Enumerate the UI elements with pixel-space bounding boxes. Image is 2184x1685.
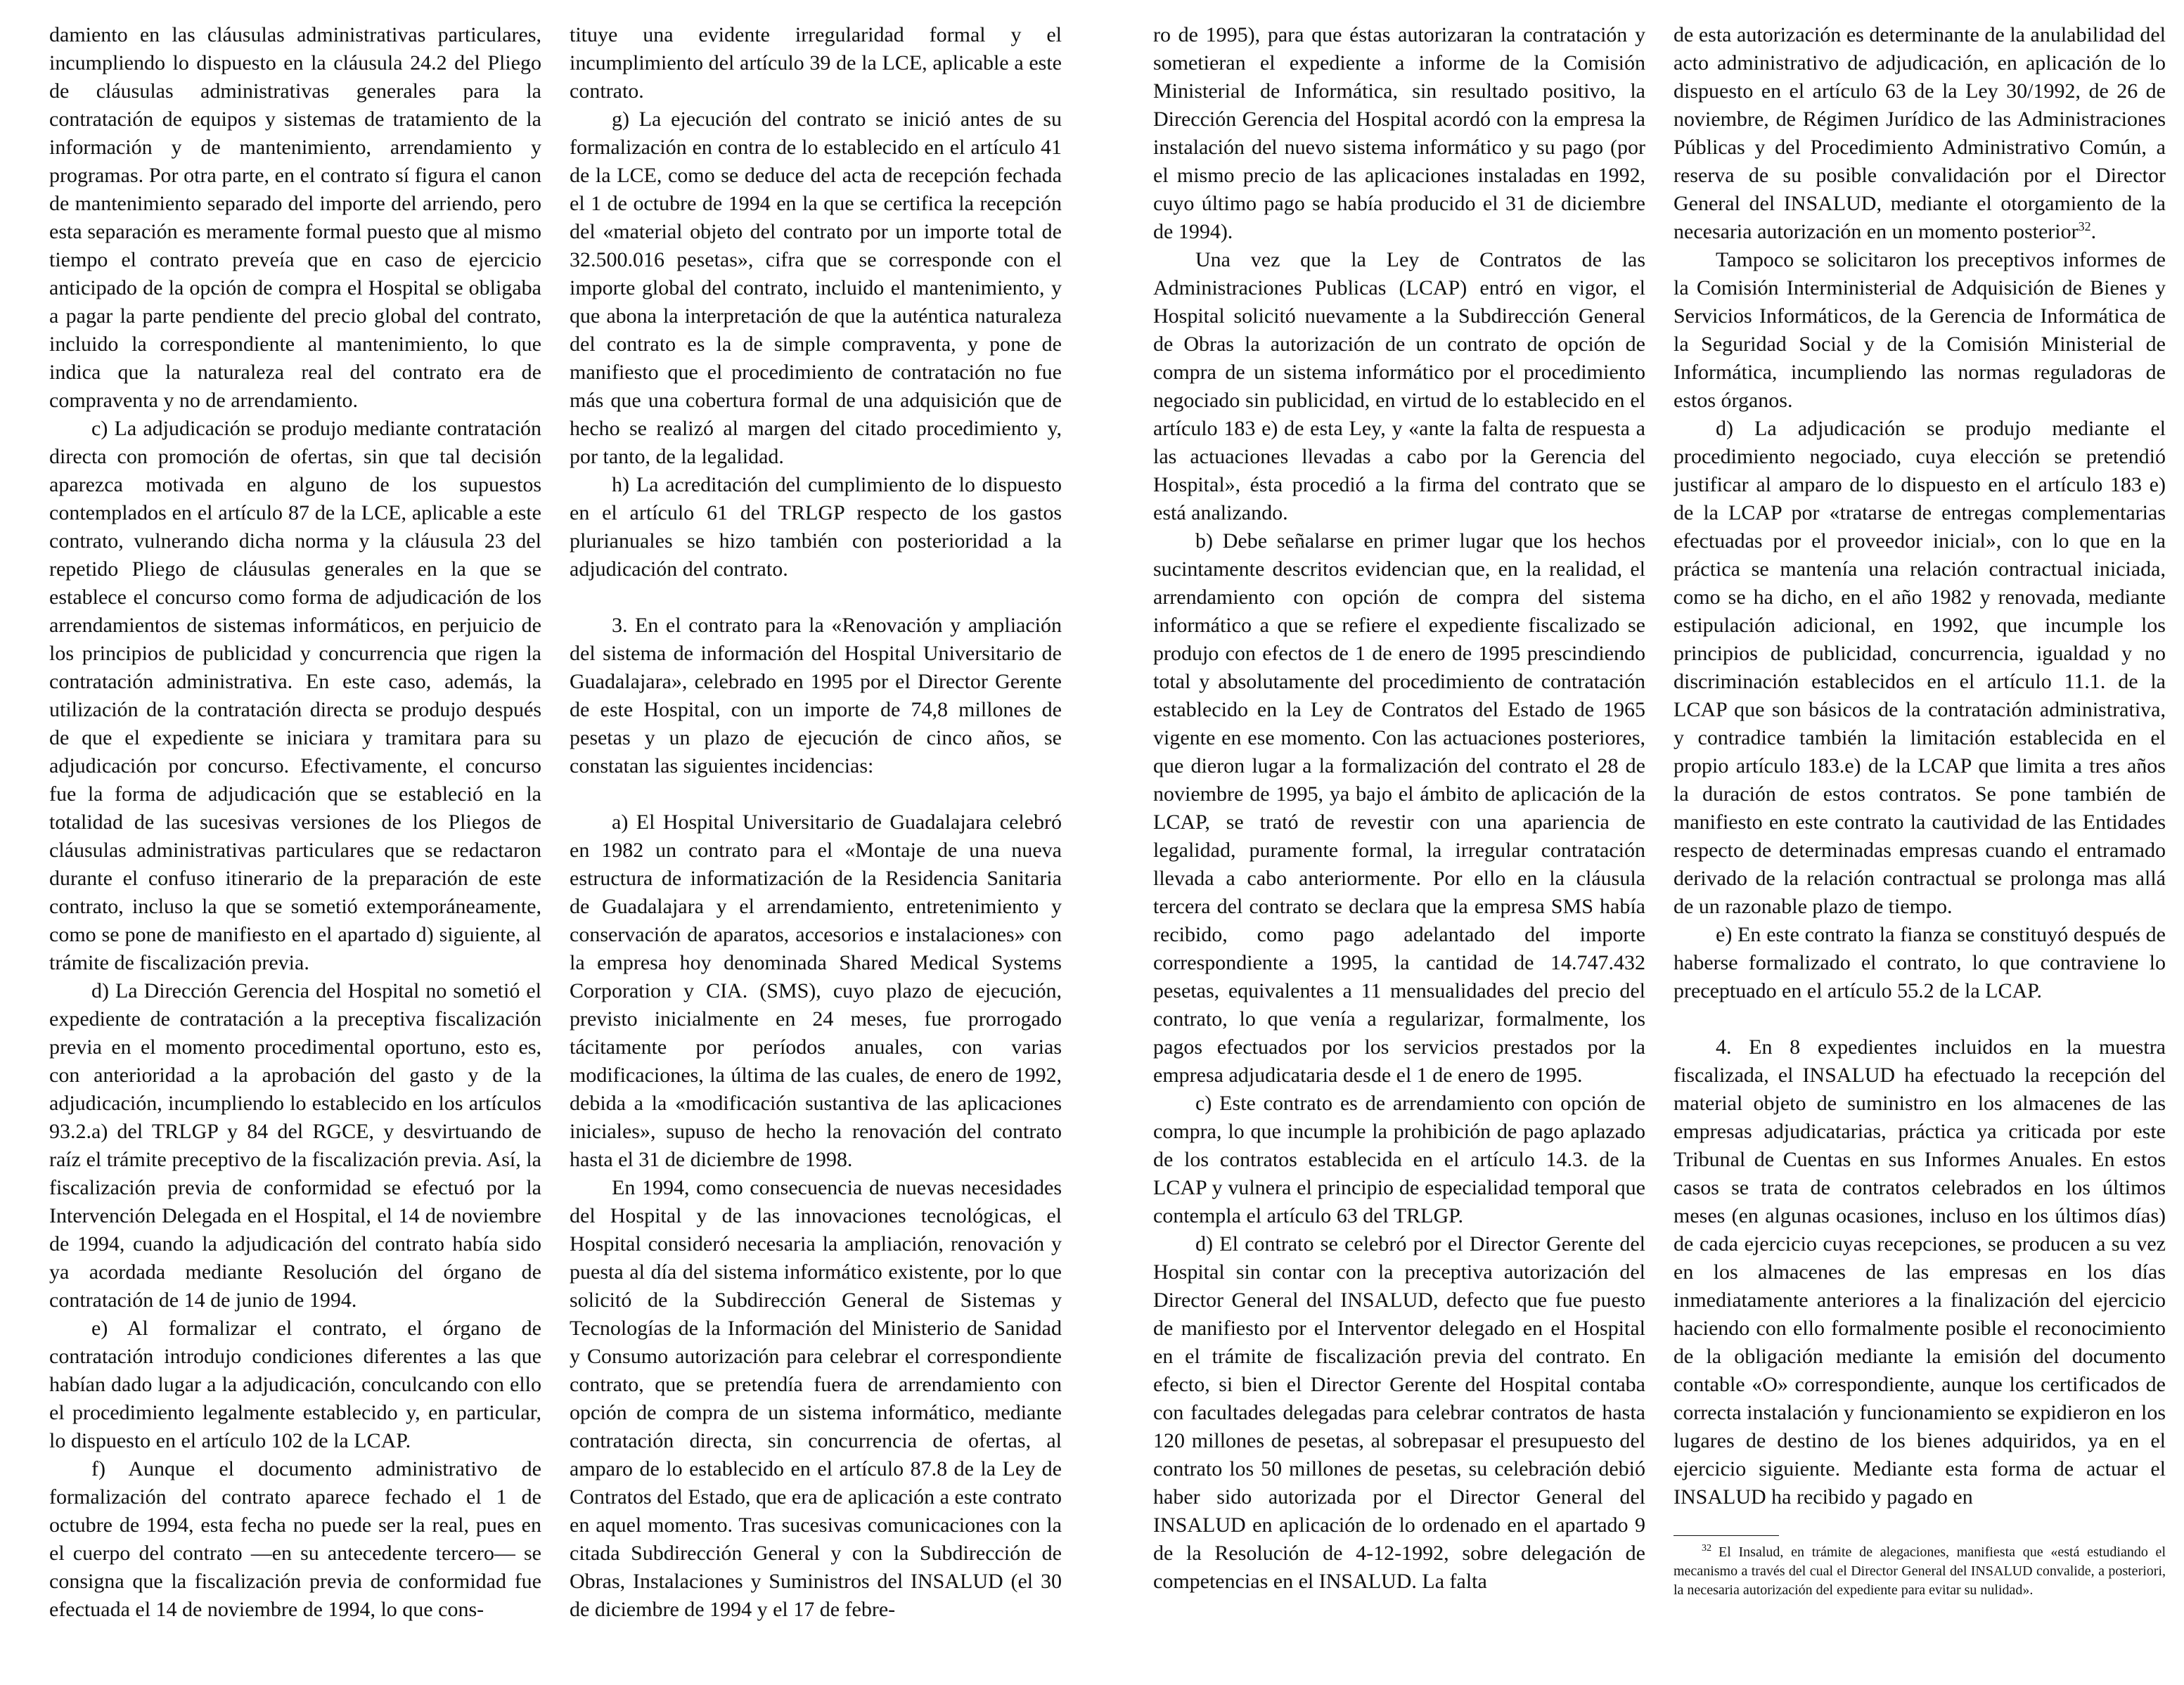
paragraph: En 1994, como consecuencia de nuevas necesidades del Hospital y de las innovaciones tecnológicas, el Hospital consideró necesaria la ampliación, renovación y puesta al día del sistema informático existente, por lo que solicitó de la Subdirección General de Sistemas y Tecnologías de la Información del Ministerio de Sanidad y Consumo autorización para celebrar el correspondiente contrato, que se pretendía fuera de arrendamiento con opción de compra de un sistema informático, mediante contratación directa, sin concurrencia de ofertas, al amparo de lo establecido en el artículo 87.8 de la Ley de Contratos del Estado, que era de aplicación a este contrato en aquel momento. Tras sucesivas comunicaciones con la citada Subdirección General y con la Subdirección de Obras, Instalaciones y Suministros del INSALUD (el 30 de diciembre de 1994 y el 17 de febre- (570, 1176, 1062, 1621)
paragraph: de esta autorización es determinante de la anulabilidad del acto administrativo de adjudicación, en aplicación de lo dispuesto en el artículo 63 de la Ley 30/1992, de 26 de noviembre, de Régimen Jurídico de las Administraciones Públicas y del Procedimiento Administrativo Común, a reserva de su posible convalidación por el Director General del INSALUD, mediante el otorgamiento de la necesaria autorización en un momento posterior$^{32}$. (1674, 23, 2166, 243)
paragraph: Una vez que la Ley de Contratos de las Administraciones Publicas (LCAP) entró en vigor, el Hospital solicitó nuevamente a la Subdirección General de Obras la autorización de un contrato de opción de compra de un sistema informático por el procedimiento negociado sin publicidad, en virtud de lo establecido en el artículo 183 e) de esta Ley, y «ante la falta de respuesta a las actuaciones llevadas a cabo por la Gerencia del Hospital», ésta procedió a la firma del contrato que se está analizando. (1153, 248, 1645, 524)
paragraph: h) La acreditación del cumplimiento de lo dispuesto en el artículo 61 del TRLGP respecto de los gastos plurianuales se hizo también con posterioridad a la adjudicación del contrato. (570, 473, 1062, 581)
paragraph: d) La adjudicación se produjo mediante el procedimiento negociado, cuya elección se pretendió justificar al amparo de lo dispuesto en el artículo 183 e) de la LCAP por «tratarse de entregas complementarias efectuadas por el proveedor inicial», con lo que en la práctica se mantenía una relación contractual iniciada, como se ha dicho, en el año 1982 y renovada, mediante estipulación adicional, en 1992, que incumple los principios de publicidad, concurrencia, igualdad y no discriminación establecidos en el artículo 11.1. de la LCAP que son básicos de la contratación administrativa, y contradice también la limitación establecida en el propio artículo 183.e) de la LCAP que limita a tres años la duración de estos contratos. Se pone también de manifiesto en este contrato la cautividad de las Entidades respecto de determinadas empresas cuando el entramado derivado de la relación contractual se prolonga mas allá de un razonable plazo de tiempo. (1674, 417, 2166, 918)
paragraph-text: de esta autorización es determinante de la anulabilidad del acto administrativo de adjudicación, en aplicación de lo dispuesto en el artículo 63 de la Ley 30/1992, de 26 de noviembre, de Régimen Jurídico de las Administraciones Públicas y del Procedimiento Administrativo Común, a reserva de su posible convalidación por el Director General del INSALUD, mediante el otorgamiento de la necesaria autorización en un momento posterior (1674, 23, 2166, 243)
paragraph: f) Aunque el documento administrativo de formalización del contrato aparece fechado el 1 de octubre de 1994, esta fecha no puede ser la real, pues en el cuerpo del contrato —en su antecedente tercero— se consigna que la fiscalización previa de conformidad fue efectuada el 14 de noviembre de 1994, lo que cons- (49, 1457, 541, 1621)
paragraph: e) Al formalizar el contrato, el órgano de contratación introdujo condiciones diferentes a las que habían dado lugar a la adjudicación, conculcando con ello el procedimiento legalmente establecido y, en particular, lo dispuesto en el artículo 102 de la LCAP. (49, 1317, 541, 1452)
left-page (49, 21, 1062, 1666)
paragraph: e) En este contrato la fianza se constituyó después de haberse formalizado el contrato, lo que contraviene lo preceptuado en el artículo 55.2 de la LCAP. (1674, 923, 2166, 1002)
paragraph: ro de 1995), para que éstas autorizaran la contratación y sometieran el expediente a informe de la Comisión Ministerial de Informática, sin resultado positivo, la Dirección Gerencia del Hospital acordó con la empresa la instalación del nuevo sistema informático y su pago (por el mismo precio de las aplicaciones instaladas en 1992, cuyo último pago se había producido el 31 de diciembre de 1994). (1153, 23, 1645, 243)
right-page-column-1 (1153, 21, 1645, 1666)
footnote-divider (1674, 1535, 1779, 1536)
footnote-reference[interactable]: 32 (2078, 219, 2091, 233)
paragraph: a) El Hospital Universitario de Guadalajara celebró en 1982 un contrato para el «Montaje de una nueva estructura de informatización de la Residencia Sanitaria de Guadalajara y el arrendamiento, entretenimiento y conservación de aparatos, accesorios e instalaciones» con la empresa hoy denominada Shared Medical Systems Corporation y CIA. (SMS), cuyo plazo de ejecución, previsto inicialmente en 24 meses, fue prorrogado tácitamente por períodos anuales, con varias modificaciones, la última de las cuales, de enero de 1992, debida a la «modificación sustantiva de las aplicaciones iniciales», supuso de hecho la renovación del contrato hasta el 31 de diciembre de 1998. (570, 811, 1062, 1171)
paragraph: tituye una evidente irregularidad formal y el incumplimiento del artículo 39 de la LCE, aplicable a este contrato. (570, 23, 1062, 103)
left-page-column-1 (49, 21, 541, 1666)
footnote-text: El Insalud, en trámite de alegaciones, manifiesta que «está estudiando el mecanismo a través del cual el Director General del INSALUD convalide, a posteriori, la necesaria autorización del expediente para evitar su nulidad». (1674, 1544, 2166, 1598)
right-page-column-2 (1674, 21, 2166, 1666)
footnote-number: 32 (1702, 1543, 1711, 1554)
paragraph: c) Este contrato es de arrendamiento con opción de compra, lo que incumple la prohibición de pago aplazado de los contratos establecida en el artículo 14.3. de la LCAP y vulnera el principio de especialidad temporal que contempla el artículo 63 del TRLGP. (1153, 1092, 1645, 1227)
paragraph: Tampoco se solicitaron los preceptivos informes de la Comisión Interministerial de Adquisición de Bienes y Servicios Informáticos, de la Gerencia de Informática de la Seguridad Social y de la Comisión Ministerial de Informática, incumpliendo las normas reguladoras de estos órganos. (1674, 248, 2166, 412)
paragraph: d) La Dirección Gerencia del Hospital no sometió el expediente de contratación a la preceptiva fiscalización previa en el momento procedimental oportuno, esto es, con anterioridad a la aprobación del gasto y de la adjudicación, incumpliendo lo establecido en los artículos 93.2.a) del TRLGP y 84 del RGCE, y desvirtuando de raíz el trámite preceptivo de la fiscalización previa. Así, la fiscalización previa de conformidad se efectuó por la Intervención Delegada en el Hospital, el 14 de noviembre de 1994, cuando la adjudicación del contrato había sido ya acordada mediante Resolución del órgano de contratación de 14 de junio de 1994. (49, 979, 541, 1312)
footnote (1674, 1543, 2166, 1600)
paragraph: b) Debe señalarse en primer lugar que los hechos sucintamente descritos evidencian que, en la realidad, el arrendamiento con opción de compra del sistema informático a que se refiere el expediente fiscalizado se produjo con efectos de 1 de enero de 1995 prescindiendo total y absolutamente del procedimiento de contratación establecido en la Ley de Contratos del Estado de 1965 vigente en ese momento. Con las actuaciones posteriores, que dieron lugar a la formalización del contrato el 28 de noviembre de 1995, ya bajo el ámbito de aplicación de la LCAP, se trató de revestir con una apariencia de legalidad, puramente formal, la irregular contratación llevada a cabo anteriormente. Por ello en la cláusula tercera del contrato se declara que la empresa SMS había recibido, como pago adelantado del importe correspondiente a 1995, la cantidad de 14.747.432 pesetas, equivalentes a 11 mensualidades del precio del contrato, lo que venía a regularizar, formalmente, los pagos efectuados por los servicios prestados por la empresa adjudicataria desde el 1 de enero de 1995. (1153, 529, 1645, 1087)
section-paragraph: 4. En 8 expedientes incluidos en la muestra fiscalizada, el INSALUD ha efectuado la recepción del material objeto de suministro en los almacenes de las empresas adjudicatarias, práctica ya criticada por este Tribunal de Cuentas en sus Informes Anuales. En estos casos se trata de contratos celebrados en los últimos meses (en algunas ocasiones, incluso en los últimos días) de cada ejercicio cuyas recepciones, se producen a su vez en los almacenes de las empresas en los días inmediatamente anteriores a la finalización del ejercicio haciendo con ello formalmente posible el reconocimiento de la obligación mediante la emisión del documento contable «O» correspondiente, aunque los certificados de correcta instalación y funcionamiento se expidieron en los lugares de destino de los bienes adquiridos, ya en el ejercicio siguiente. Mediante esta forma de actuar el INSALUD ha recibido y pagado en (1674, 1035, 2166, 1509)
section-paragraph: 3. En el contrato para la «Renovación y ampliación del sistema de información del Hospital Universitario de Guadalajara», celebrado en 1995 por el Director Gerente de este Hospital, con un importe de 74,8 millones de pesetas y un plazo de ejecución de cinco años, se constatan las siguientes incidencias: (570, 614, 1062, 777)
paragraph: g) La ejecución del contrato se inició antes de su formalización en contra de lo establecido en el artículo 41 de la LCE, como se deduce del acta de recepción fechada el 1 de octubre de 1994 en la que se certifica la recepción del «material objeto del contrato por un importe total de 32.500.016 pesetas», cifra que se corresponde con el importe global del contrato, incluido el mantenimiento, y que abona la interpretación de que la auténtica naturaleza del contrato es la de simple compraventa, y pone de manifiesto que el procedimiento de contratación no fue más que una cobertura formal de una adquisición que de hecho se realizó al margen del citado procedimiento y, por tanto, de la legalidad. (570, 108, 1062, 468)
paragraph: c) La adjudicación se produjo mediante contratación directa con promoción de ofertas, sin que tal decisión aparezca motivada en alguno de los supuestos contemplados en el artículo 87 de la LCE, aplicable a este contrato, vulnerando dicha norma y la cláusula 23 del repetido Pliego de cláusulas generales en la que se establece el concurso como forma de adjudicación de los arrendamientos de sistemas informáticos, en perjuicio de los principios de publicidad y concurrencia que rigen la contratación administrativa. En este caso, además, la utilización de la contratación directa se produjo después de que el expediente se iniciara y tramitara para su adjudicación por concurso. Efectivamente, el concurso fue la forma de adjudicación que se estableció en la totalidad de las sucesivas versiones de los Pliegos de cláusulas administrativas particulares que se redactaron durante el confuso itinerario de la preparación de este contrato, incluso la que se sometió extemporáneamente, como se pone de manifiesto en el apartado d) siguiente, al trámite de fiscalización previa. (49, 417, 541, 974)
paragraph: damiento en las cláusulas administrativas particulares, incumpliendo lo dispuesto en la cláusula 24.2 del Pliego de cláusulas administrativas generales para la contratación de equipos y sistemas de tratamiento de la información y de mantenimiento, arrendamiento y programas. Por otra parte, en el contrato sí figura el canon de mantenimiento separado del importe del arriendo, pero esta separación es meramente formal puesto que al mismo tiempo el contrato preveía que en caso de ejercicio anticipado de la opción de compra el Hospital se obligaba a pagar la parte pendiente del precio global del contrato, incluido la correspondiente al mantenimiento, lo que indica que la naturaleza real del contrato era de compraventa y no de arrendamiento. (49, 23, 541, 412)
right-page (1153, 21, 2166, 1666)
left-page-column-2 (570, 21, 1062, 1666)
paragraph: d) El contrato se celebró por el Director Gerente del Hospital sin contar con la preceptiva autorización del Director General del INSALUD, defecto que fue puesto de manifiesto por el Interventor delegado en el Hospital en el trámite de fiscalización previa del contrato. En efecto, si bien el Director Gerente del Hospital contaba con facultades delegadas para celebrar contratos de hasta 120 millones de pesetas, al sobrepasar el presupuesto del contrato los 50 millones de pesetas, su celebración debió haber sido autorizada por el Director General del INSALUD en aplicación de lo ordenado en el apartado 9 de la Resolución de 4-12-1992, sobre delegación de competencias en el INSALUD. La falta (1153, 1232, 1645, 1593)
